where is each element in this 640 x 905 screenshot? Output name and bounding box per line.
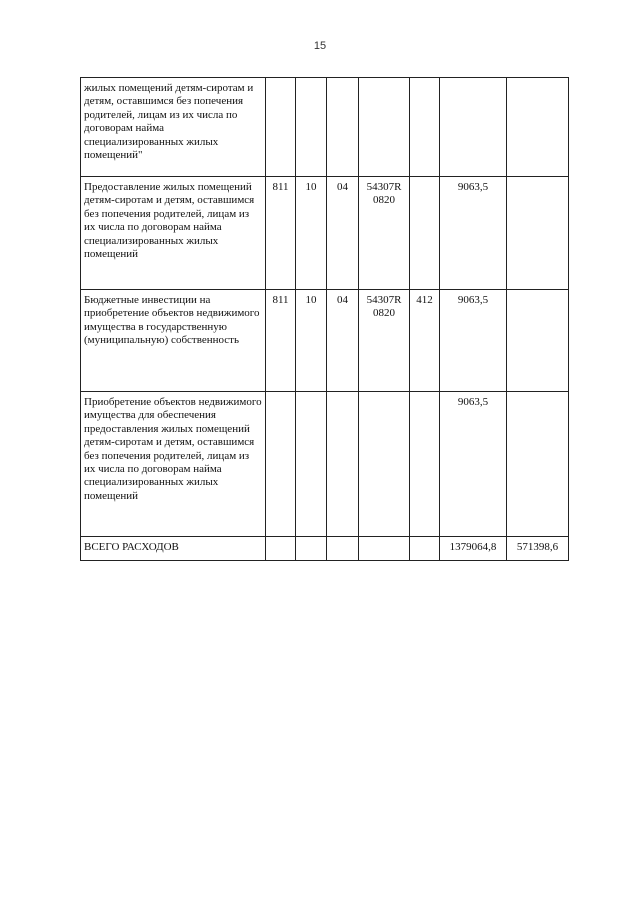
total-sum1: 1379064,8 [440, 537, 507, 561]
vr-cell [410, 78, 440, 177]
table-row [81, 290, 569, 392]
vr-cell [410, 177, 440, 290]
sum1-cell: 9063,5 [440, 290, 507, 392]
empty-cell [266, 537, 296, 561]
empty-cell [327, 537, 359, 561]
sum2-cell [507, 177, 569, 290]
vr-cell: 412 [410, 290, 440, 392]
table-row [81, 78, 569, 177]
grbs-cell: 811 [266, 177, 296, 290]
page-number: 15 [313, 40, 327, 52]
csr-part-2: 0820 [373, 307, 395, 320]
rz-cell: 10 [296, 290, 327, 392]
csr-part-1: 54307R [366, 294, 402, 306]
csr-cell [359, 177, 410, 290]
pr-cell [327, 392, 359, 537]
pr-cell: 04 [327, 290, 359, 392]
pr-cell [327, 78, 359, 177]
empty-cell [410, 537, 440, 561]
sum2-cell [507, 78, 569, 177]
empty-cell [296, 537, 327, 561]
total-row [81, 537, 569, 561]
csr-part-2: 0820 [373, 194, 395, 207]
rz-cell: 10 [296, 177, 327, 290]
table-row [81, 392, 569, 537]
vr-cell [410, 392, 440, 537]
row-description: Бюджетные инвестиции на приобретение объектов недвижимого имущества в государственную (муниципальную) собственность [81, 290, 266, 392]
row-description: жилых помещений детям-сиротам и детям, оставшимся без попечения родителей, лицам из их числа по договорам найма специализированных жилых помещений" [81, 78, 266, 177]
csr-cell [359, 290, 410, 392]
sum2-cell [507, 290, 569, 392]
empty-cell [359, 537, 410, 561]
pr-cell: 04 [327, 177, 359, 290]
csr-part-1: 54307R [366, 181, 402, 193]
sum1-cell: 9063,5 [440, 392, 507, 537]
csr-cell [359, 78, 410, 177]
grbs-cell: 811 [266, 290, 296, 392]
sum1-cell [440, 78, 507, 177]
rz-cell [296, 392, 327, 537]
row-description: Предоставление жилых помещений детям-сиротам и детям, оставшимся без попечения родителей, лицам из их числа по договорам найма специализированных жилых помещений [81, 177, 266, 290]
expenditure-table [80, 77, 569, 561]
grbs-cell [266, 78, 296, 177]
total-sum2: 571398,6 [507, 537, 569, 561]
row-description: Приобретение объектов недвижимого имущества для обеспечения предоставления жилых помещений детям-сиротам и детям, оставшимся без попечения родителей, лицам из их числа по договорам найма специализированных жилых помещений [81, 392, 266, 537]
sum2-cell [507, 392, 569, 537]
table-row [81, 177, 569, 290]
csr-cell [359, 392, 410, 537]
total-label: ВСЕГО РАСХОДОВ [81, 537, 266, 561]
grbs-cell [266, 392, 296, 537]
sum1-cell: 9063,5 [440, 177, 507, 290]
rz-cell [296, 78, 327, 177]
